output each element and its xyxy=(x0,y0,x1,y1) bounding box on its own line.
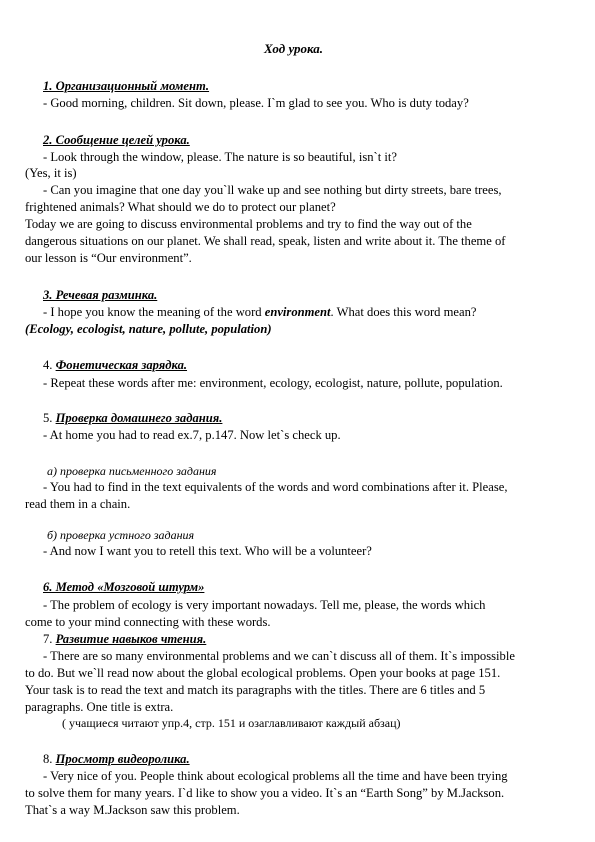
section-5a-line-2: read them in a chain. xyxy=(25,497,131,511)
section-7-number: 7. xyxy=(43,632,56,646)
section-2-line-6: dangerous situations on our planet. We shall read, speak, listen and write about it. The theme of xyxy=(25,234,506,248)
section-7-heading: Развитие навыков чтения. xyxy=(55,632,207,646)
section-1-heading: 1. Организационный момент. xyxy=(43,79,210,93)
section-2-line-2: (Yes, it is) xyxy=(25,166,77,180)
section-8-heading: Просмотр видеоролика. xyxy=(55,752,190,766)
section-5-line-1: - At home you had to read ex.7, p.147. Now let`s check up. xyxy=(43,428,341,442)
section-2-line-1: - Look through the window, please. The nature is so beautiful, isn`t it? xyxy=(43,150,397,164)
keyword-environment: environment xyxy=(264,305,331,319)
section-8-line-2: to solve them for many years. I`d like to show you a video. It`s an “Earth Song” by M.Jackson. xyxy=(25,786,505,800)
section-4-heading: Фонетическая зарядка. xyxy=(55,358,188,372)
section-3-line-2: (Ecology, ecologist, nature, pollute, population) xyxy=(25,322,272,336)
section-5-heading: Проверка домашнего задания. xyxy=(55,411,223,425)
section-3-line-1-start: - I hope you know the meaning of the word xyxy=(43,305,265,319)
section-6-line-2: come to your mind connecting with these words. xyxy=(25,615,271,629)
section-5b-heading: б) проверка устного задания xyxy=(47,528,195,542)
section-7-line-1: - There are so many environmental problems and we can`t discuss all of them. It`s impossible xyxy=(43,649,515,663)
section-5a-line-1: - You had to find in the text equivalents of the words and word combinations after it. Please, xyxy=(43,480,508,494)
section-5a-heading: а) проверка письменного задания xyxy=(47,464,217,478)
section-6-line-1: - The problem of ecology is very important nowadays. Tell me, please, the words which xyxy=(43,598,486,612)
section-7-heading-row xyxy=(43,632,206,647)
section-2-line-4: frightened animals? What should we do to protect our planet? xyxy=(25,200,336,214)
section-2-heading: 2. Сообщение целей урока. xyxy=(43,133,190,147)
section-6-heading: 6. Метод «Мозговой штурм» xyxy=(43,580,205,594)
section-7-line-3: Your task is to read the text and match its paragraphs with the titles. There are 6 titles and 5 xyxy=(25,683,486,697)
section-3-line-1-end: . What does this word mean? xyxy=(330,305,477,319)
section-5-number: 5. xyxy=(43,411,56,425)
section-2-line-7: our lesson is “Our environment”. xyxy=(25,251,192,265)
section-8-heading-row xyxy=(43,752,190,767)
section-8-line-1: - Very nice of you. People think about ecological problems all the time and have been trying xyxy=(43,769,508,783)
section-4-line-1: - Repeat these words after me: environment, ecology, ecologist, nature, pollute, population. xyxy=(43,376,503,390)
section-7-line-4: paragraphs. One title is extra. xyxy=(25,700,174,714)
section-2-line-5: Today we are going to discuss environmental problems and try to find the way out of the xyxy=(25,217,472,231)
section-5b-line-1: - And now I want you to retell this text. Who will be a volunteer? xyxy=(43,544,372,558)
section-8-line-3: That`s a way M.Jackson saw this problem. xyxy=(25,803,240,817)
section-3-line-1 xyxy=(43,305,477,320)
section-3-heading: 3. Речевая разминка. xyxy=(43,288,158,302)
section-1-line-1: - Good morning, children. Sit down, please. I`m glad to see you. Who is duty today? xyxy=(43,96,469,110)
section-7-line-5: ( учащиеся читают упр.4, стр. 151 и озаглавливают каждый абзац) xyxy=(62,716,401,730)
section-7-line-2: to do. But we`ll read now about the global ecological problems. Open your books at page 151. xyxy=(25,666,501,680)
section-4-number: 4. xyxy=(43,358,56,372)
section-4-heading-row xyxy=(43,358,187,373)
page-title: Ход урока. xyxy=(264,41,324,56)
section-5-heading-row xyxy=(43,411,222,426)
section-2-line-3: - Can you imagine that one day you`ll wake up and see nothing but dirty streets, bare trees, xyxy=(43,183,502,197)
section-8-number: 8. xyxy=(43,752,56,766)
